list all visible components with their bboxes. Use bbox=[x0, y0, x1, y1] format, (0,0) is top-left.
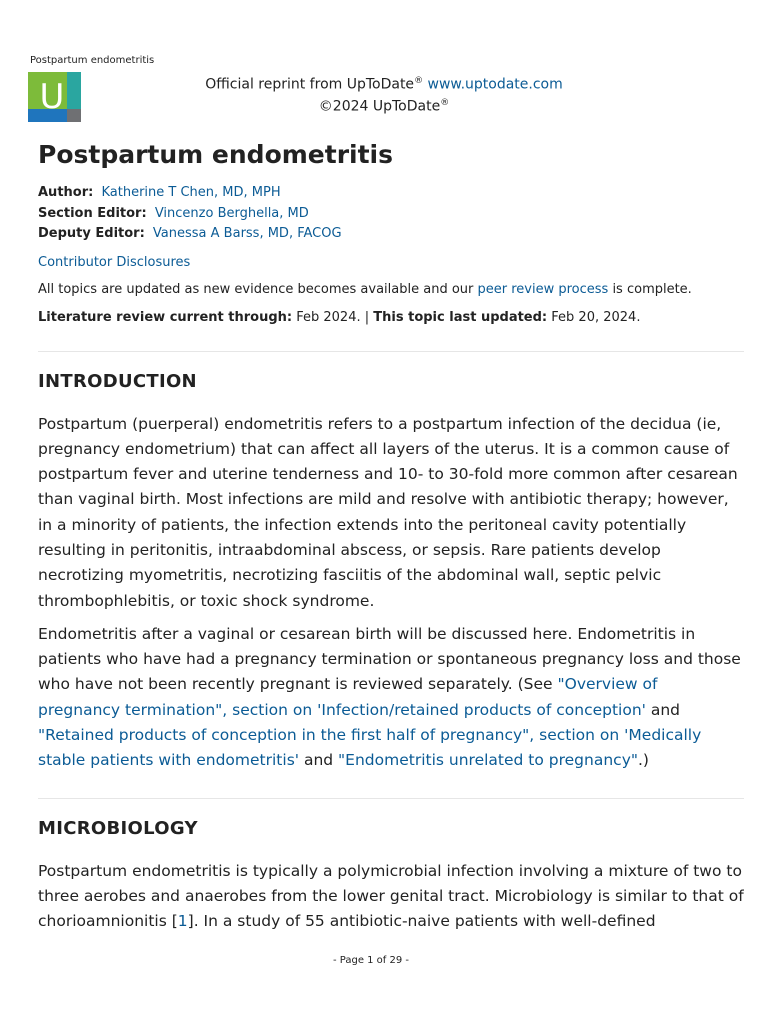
section-heading-introduction: INTRODUCTION bbox=[38, 370, 197, 392]
svg-text:U: U bbox=[39, 77, 65, 117]
lit-review-value: Feb 2024. | bbox=[292, 309, 374, 325]
reprint-notice bbox=[0, 72, 768, 115]
last-updated-label: This topic last updated: bbox=[373, 309, 548, 325]
author-label: Author: bbox=[38, 185, 94, 200]
divider bbox=[38, 351, 744, 352]
microbiology-paragraph bbox=[38, 859, 744, 935]
page-number: - Page 1 of 29 - bbox=[332, 955, 410, 966]
copyright: ©2024 UpToDate bbox=[318, 98, 441, 115]
intro-p2-and-2: and bbox=[299, 751, 339, 770]
intro-p2-end: .) bbox=[638, 751, 649, 770]
section-editor-link[interactable]: Vincenzo Berghella, MD bbox=[154, 205, 309, 221]
running-title: Postpartum endometritis bbox=[30, 55, 155, 66]
copyright-registered-mark: ® bbox=[440, 97, 450, 108]
reference-link[interactable]: 1 bbox=[177, 912, 188, 931]
uptodate-link[interactable]: www.uptodate.com bbox=[427, 76, 563, 93]
author-list bbox=[38, 183, 744, 245]
peer-review-link[interactable]: peer review process bbox=[477, 281, 609, 297]
pregnancy-termination-link[interactable]: "Overview of pregnancy termination", section on 'Infection/retained products of conception' bbox=[38, 675, 658, 719]
last-updated-value: Feb 20, 2024. bbox=[547, 309, 641, 325]
retained-products-link[interactable]: "Retained products of conception in the first half of pregnancy", section on 'Medically stable patients with endometritis' bbox=[38, 726, 702, 770]
micro-text-end: ]. In a study of 55 antibiotic-naive patients with well-defined bbox=[187, 912, 656, 931]
update-note-text-end: is complete. bbox=[608, 281, 692, 297]
micro-text: Postpartum endometritis is typically a polymicrobial infection involving a mixture of two to three aerobes and anaerobes from the lower genital tract. Microbiology is similar to that of chorioamnionitis [ bbox=[38, 861, 744, 931]
section-editor-row bbox=[38, 204, 744, 225]
lit-review-label: Literature review current through: bbox=[38, 309, 293, 325]
deputy-editor-label: Deputy Editor: bbox=[38, 226, 145, 241]
deputy-editor-link[interactable]: Vanessa A Barss, MD, FACOG bbox=[152, 226, 342, 241]
registered-mark: ® bbox=[414, 76, 424, 86]
deputy-editor-row bbox=[38, 224, 744, 245]
author-link[interactable]: Katherine T Chen, MD, MPH bbox=[101, 185, 281, 200]
intro-paragraph-2 bbox=[38, 622, 744, 774]
article bbox=[38, 138, 744, 935]
review-dates bbox=[38, 309, 744, 327]
update-note-text: All topics are updated as new evidence becomes available and our bbox=[38, 281, 478, 297]
update-note bbox=[38, 281, 744, 299]
intro-paragraph: Postpartum (puerperal) endometritis refers to a postpartum infection of the decidua (ie, pregnancy endometrium) that can affect all layers of the uterus. It is a common cause of postpartum fever and uterine tenderness and 10- to 30-fold more common after cesarean than vaginal birth. Most infections are mild and resolve with antibiotic therapy; however, in a minority of patients, the infection extends into the peritoneal cavity potentially resulting in peritonitis, intraabdominal abscess, or sepsis. Rare patients develop necrotizing myometritis, necrotizing fasciitis of the abdominal wall, septic pelvic thrombophlebitis, or toxic shock syndrome. bbox=[38, 414, 738, 610]
intro-p2-text: Endometritis after a vaginal or cesarean birth will be discussed here. Endometritis in patients who have had a pregnancy termination or spontaneous pregnancy loss and those who have not been recently pregnant is reviewed separately. (See bbox=[38, 624, 741, 694]
page-title: Postpartum endometritis bbox=[38, 140, 394, 169]
contributor-disclosures-link[interactable]: Contributor Disclosures bbox=[38, 254, 191, 270]
reprint-prefix: Official reprint from UpToDate bbox=[205, 76, 415, 93]
endometritis-unrelated-link[interactable]: "Endometritis unrelated to pregnancy" bbox=[338, 751, 638, 770]
author-row bbox=[38, 183, 744, 204]
intro-p2-and: and bbox=[645, 700, 681, 719]
section-editor-label: Section Editor: bbox=[38, 205, 147, 221]
section-heading-microbiology: MICROBIOLOGY bbox=[38, 817, 198, 839]
divider bbox=[38, 798, 744, 799]
